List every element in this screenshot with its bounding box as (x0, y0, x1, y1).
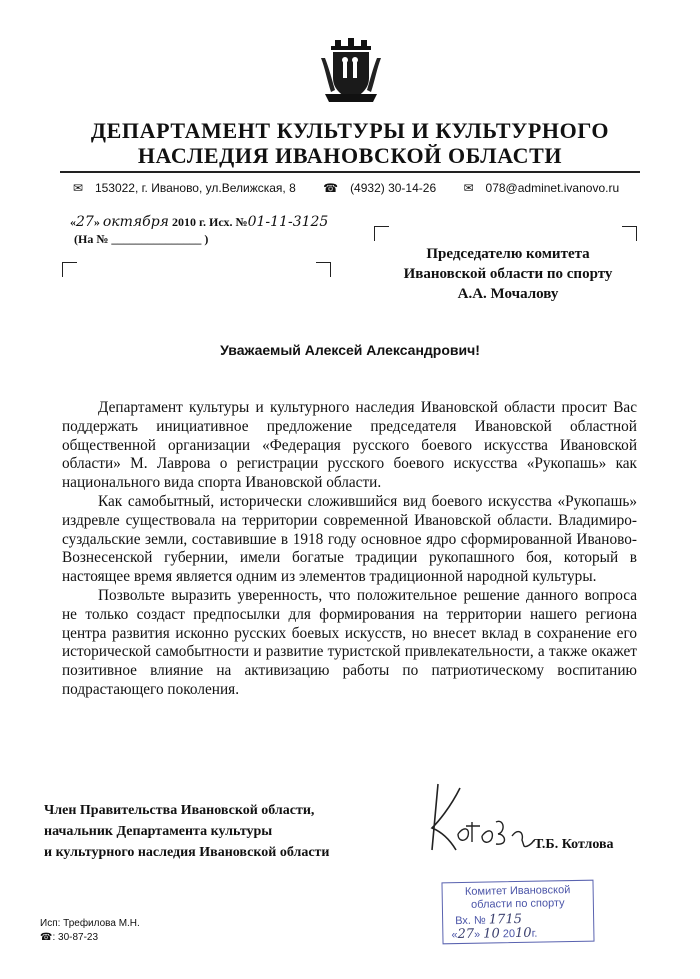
reg-out-number: 01-11-3125 (247, 214, 329, 230)
phone-icon: ☎ (40, 932, 53, 943)
stamp-in-number: 1715 (488, 911, 523, 928)
addressee-line2: Ивановской области по спорту (403, 266, 613, 282)
email-icon: ✉ (463, 181, 474, 195)
reg-month: октября (102, 214, 169, 230)
handwritten-signature (420, 778, 540, 858)
executor-name: Исп: Трефилова М.Н. (40, 918, 140, 929)
coat-of-arms-icon (317, 38, 385, 106)
letter-body (62, 399, 637, 700)
reg-day: 27 (76, 214, 94, 230)
registration-line: «27» октября 2010 г. Исх. №01-11-3125 (70, 214, 329, 230)
paragraph-2: Как самобытный, исторически сложившийся вид боевого искусства «Рукопашь» издревле существовала на территории современной Ивановской области. Владимиро-суздальские земли, составившие в 1918 году основное ядро сформированной Иваново-Вознесенской губернии, имели богатые традиции рукопашного боя, который в настоящее время является одним из элементов традиционной народной культуры. (62, 492, 637, 586)
contact-line (0, 181, 700, 195)
department-title-line2: НАСЛЕДИЯ ИВАНОВСКОЙ ОБЛАСТИ (137, 143, 563, 168)
stamp-day: 27 (457, 926, 475, 943)
addressee-block (358, 244, 658, 304)
email-text: 078@adminet.ivanovo.ru (485, 181, 620, 195)
department-title-line1: ДЕПАРТАМЕНТ КУЛЬТУРЫ И КУЛЬТУРНОГО (90, 118, 610, 143)
stamp-month: 10 (483, 926, 500, 942)
addressee-line3: А.А. Мочалову (457, 286, 559, 302)
stamp-line1: Комитет Ивановской (464, 884, 571, 898)
department-title (0, 118, 700, 168)
stamp-year-suffix: г. (531, 927, 538, 940)
paragraph-1: Департамент культуры и культурного наследия Ивановской области просит Вас поддержать инициативное предложение председателя Ивановской областной общественной организации «Федерация русского боевого искусства Ивановской области» М. Лаврова о регистрации русского боевого искусства «Рукопашь» как национального вида спорта Ивановской области. (62, 399, 637, 492)
position-line3: и культурного наследия Ивановской области (44, 845, 330, 860)
addressee-line1: Председателю комитета (426, 246, 590, 262)
stamp-year-hand: 10 (514, 925, 532, 942)
corner-bracket (62, 262, 77, 277)
stamp-in-label: Вх. № (455, 914, 486, 928)
registration-line-2: (На № _______________ ) (74, 232, 209, 246)
phone-icon: ☎ (323, 181, 339, 195)
corner-bracket (374, 226, 389, 241)
paragraph-3: Позвольте выразить уверенность, что положительное решение данного вопроса не только создаст предпосылки для формирования на территории нашего региона центра развития исконно русских боевых искусств, но внесет вклад в сохранение его исторической самобытности и развитие туристской привлекательности, а также окажет позитивное влияние на активизацию работы по патриотическому воспитанию подрастающего поколения. (62, 586, 637, 698)
corner-bracket (622, 226, 637, 241)
address-text: 153022, г. Иваново, ул.Велижская, 8 (94, 181, 296, 195)
signatory-name: Т.Б. Котлова (534, 837, 614, 852)
corner-bracket (316, 262, 331, 277)
executor-info (40, 917, 140, 945)
phone-text: (4932) 30-14-26 (350, 181, 437, 195)
signatory-position (44, 800, 329, 863)
envelope-icon: ✉ (72, 181, 83, 195)
stamp-line2: области по спорту (471, 897, 565, 911)
stamp-year-prefix: 20 (502, 928, 516, 941)
header-divider (60, 171, 640, 173)
position-line2: начальник Департамента культуры (44, 824, 273, 839)
position-line1: Член Правительства Ивановской области, (44, 803, 315, 818)
executor-phone: : 30-87-23 (52, 932, 99, 943)
incoming-stamp: Комитет Ивановской области по спорту Вх. № 1715 «27» 10 2010г. (441, 880, 594, 945)
reg-in-label: На № (78, 232, 109, 246)
reg-year-label: 2010 г. Исх. № (171, 215, 248, 229)
salutation: Уважаемый Алексей Александрович! (220, 342, 480, 358)
